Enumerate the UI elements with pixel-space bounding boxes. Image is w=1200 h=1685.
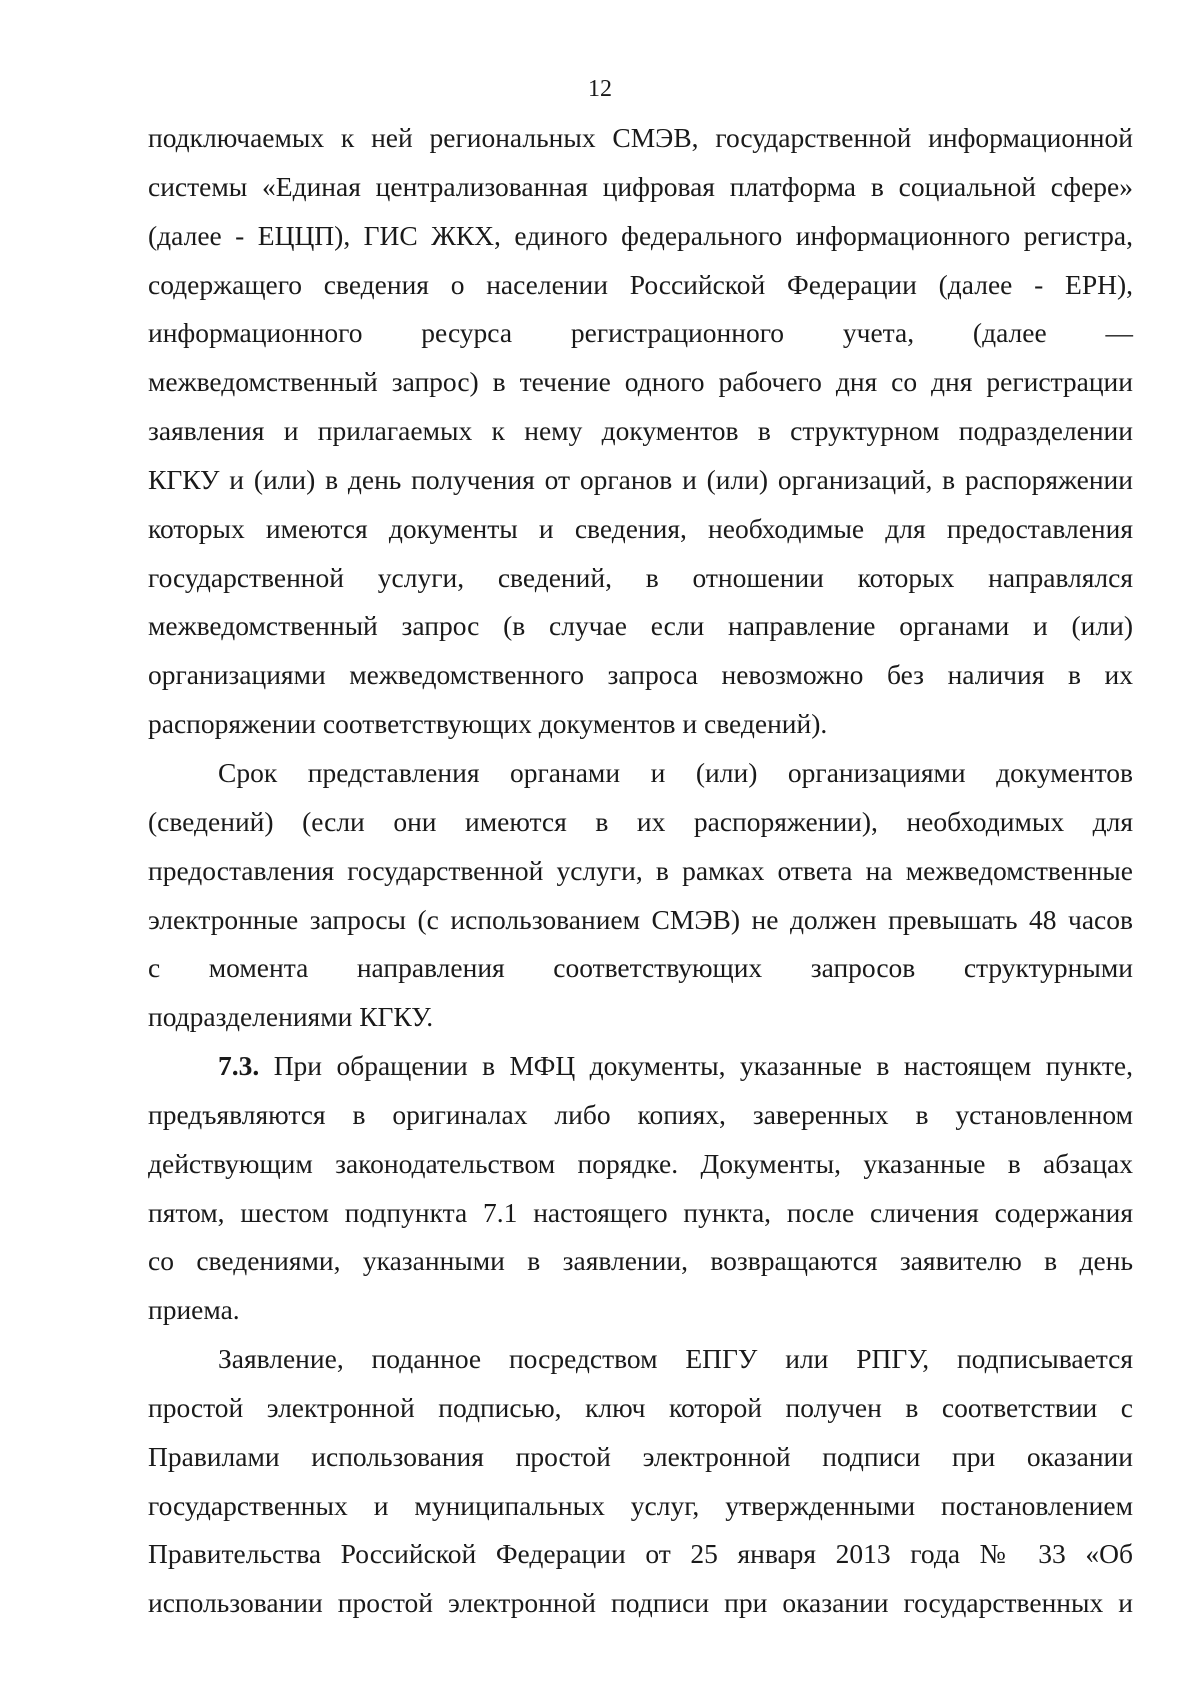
text-line: со сведениями, указанными в заявлении, возвращаются заявителю в день [148,1245,1133,1277]
text-line: государственных и муниципальных услуг, утвержденными постановлением [148,1489,1133,1521]
text-line: системы «Единая централизованная цифровая платформа в социальной сфере» [148,170,1133,202]
text-line: КГКУ и (или) в день получения от органов и (или) организаций, в распоряжении [148,463,1133,495]
paragraph-1 [148,114,1133,749]
text-line: Заявление, поданное посредством ЕПГУ или РПГУ, подписывается [218,1343,1133,1375]
section-number: 7.3. [218,1050,260,1082]
paragraph-2 [148,749,1133,1042]
document-body [148,114,1133,1628]
paragraph-3 [148,1042,1133,1335]
text-line: подключаемых к ней региональных СМЭВ, государственной информационной [148,122,1133,153]
text-line: Правилами использования простой электронной подписи при оказании [148,1440,1133,1472]
text-line: действующим законодательством порядке. Документы, указанные в абзацах [148,1147,1133,1179]
text-line: (далее - ЕЦЦП), ГИС ЖКХ, единого федерального информационного регистра, [148,219,1133,251]
text-line: которых имеются документы и сведения, необходимые для предоставления [148,512,1133,544]
text-line: использовании простой электронной подписи при оказании государственных и [148,1587,1133,1619]
text-line: предъявляются в оригиналах либо копиях, заверенных в установленном [148,1098,1133,1130]
text-line: пятом, шестом подпункта 7.1 настоящего пункта, после сличения содержания [148,1196,1133,1228]
text-line: Правительства Российской Федерации от 25 января 2013 года № 33 «Об [148,1538,1133,1570]
text-line: межведомственный запрос (в случае если направление органами и (или) [148,610,1133,642]
text-line: межведомственный запрос) в течение одного рабочего дня со дня регистрации [148,366,1133,398]
page-number: 12 [588,76,612,102]
text-line: распоряжении соответствующих документов и сведений). [148,708,828,740]
text-line: информационного ресурса регистрационного учета, (далее — [148,317,1133,349]
text-line: (сведений) (если они имеются в их распоряжении), необходимых для [148,805,1133,837]
text-line: содержащего сведения о населении Российской Федерации (далее - ЕРН), [148,268,1133,300]
text-line: заявления и прилагаемых к нему документов в структурном подразделении [148,415,1133,447]
text-line: приема. [148,1294,240,1326]
text-line [148,1042,1133,1091]
text-line: организациями межведомственного запроса невозможно без наличия в их [148,659,1133,691]
text-line: Срок представления органами и (или) организациями документов [218,756,1133,788]
text-line: электронные запросы (с использованием СМЭВ) не должен превышать 48 часов [148,903,1133,935]
text-line: с момента направления соответствующих запросов структурными [148,952,1133,984]
text-line: подразделениями КГКУ. [148,1001,434,1033]
paragraph-4 [148,1335,1133,1628]
text-line: предоставления государственной услуги, в рамках ответа на межведомственные [148,854,1133,886]
text-fragment: При обращении в МФЦ документы, указанные в настоящем пункте, [259,1050,1133,1082]
text-line: простой электронной подписью, ключ которой получен в соответствии с [148,1391,1133,1423]
text-line: государственной услуги, сведений, в отношении которых направлялся [148,561,1133,593]
